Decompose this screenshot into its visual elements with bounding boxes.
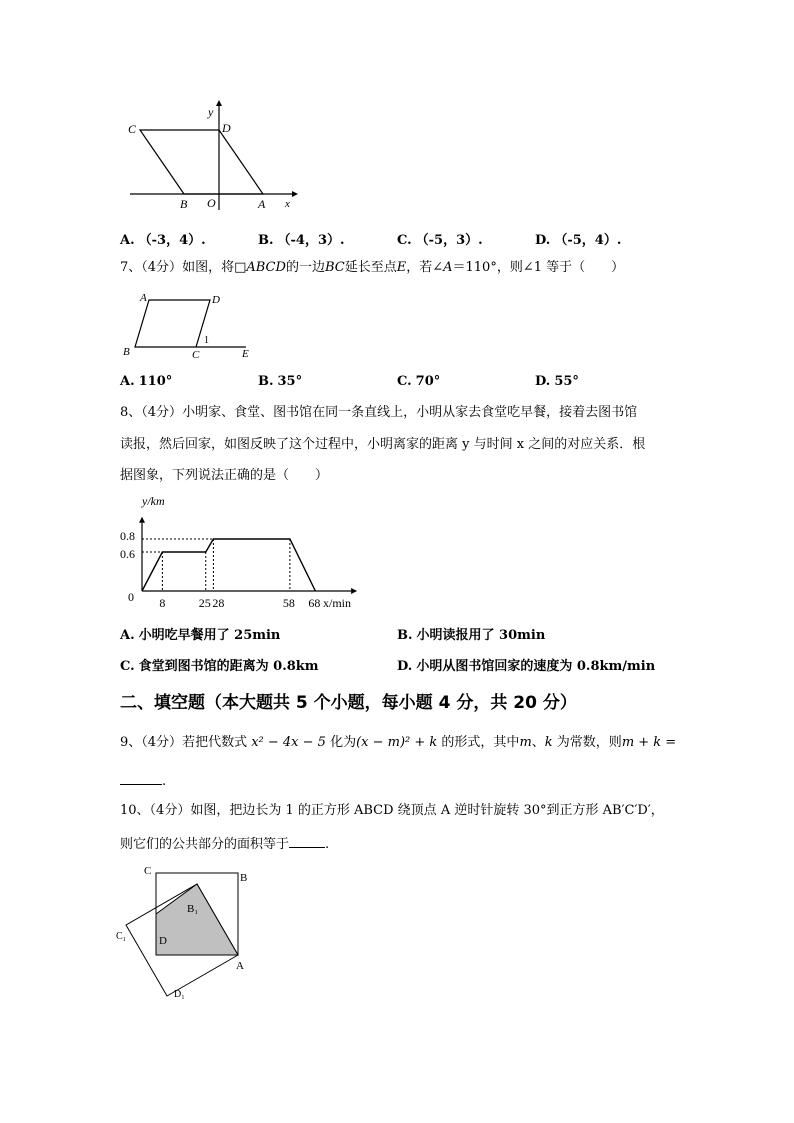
- fig10-label-B1: B₁: [187, 903, 199, 915]
- y-tick-label: 0.8: [120, 529, 135, 543]
- option-text: 70°: [415, 374, 441, 389]
- q10-number: 10、: [120, 803, 150, 818]
- q7-var: BC: [324, 260, 345, 275]
- q7-option-c: [397, 374, 440, 389]
- option-text: 110°: [138, 374, 173, 389]
- q9-var: m: [519, 735, 532, 750]
- fig7-label-1: 1: [204, 335, 209, 346]
- option-text: 小明从图书馆回家的速度为 0.8km/min: [416, 659, 656, 674]
- fig10-label-C: C: [144, 865, 152, 877]
- q8-option-c: [120, 655, 319, 674]
- q9-text: 化为: [325, 735, 357, 750]
- q7-var: ABCD: [246, 260, 286, 275]
- q6-option-c: [397, 229, 483, 248]
- option-text: （-3，4）.: [138, 233, 206, 248]
- q7-option-d: [535, 374, 579, 389]
- option-label: B.: [397, 628, 413, 643]
- q8-option-b: [397, 624, 545, 643]
- fig10-label-D: D: [159, 935, 167, 947]
- q7-score: （4分）: [141, 260, 183, 275]
- fig10-label-B: B: [240, 872, 248, 884]
- q6-option-b: [258, 229, 345, 248]
- q7-stem: [120, 259, 624, 277]
- section-2-title: 二、填空题（本大题共 5 个小题，每小题 4 分，共 20 分）: [120, 693, 577, 713]
- option-label: B.: [258, 374, 274, 389]
- y-tick-label: 0.6: [120, 547, 135, 561]
- q7-text: 如图，将: [182, 260, 235, 275]
- option-text: 小明吃早餐用了 25min: [138, 628, 281, 643]
- q7-text: ＝110°，则∠1 等于（ ）: [452, 260, 625, 275]
- option-text: （-5，4）.: [554, 233, 622, 248]
- q10-tail: .: [325, 837, 330, 852]
- q7-parallelogram-figure: [120, 290, 260, 360]
- fig6-label-B: B: [180, 197, 188, 211]
- q9-text: 、: [531, 735, 545, 750]
- q10-answer-blank[interactable]: [289, 833, 325, 848]
- q9-number: 9、: [120, 735, 142, 750]
- q9-expression: x² − 4x − 5: [251, 735, 326, 750]
- fig7-label-A: A: [140, 292, 147, 304]
- option-label: C.: [397, 233, 412, 248]
- fig6-label-y: y: [208, 105, 214, 119]
- option-label: B.: [258, 233, 274, 248]
- parallelogram-symbol: □: [234, 260, 247, 275]
- chart-y-axis-label: y/km: [142, 494, 165, 508]
- fig10-label-C1: C₁: [116, 931, 127, 942]
- q9-var: k: [544, 735, 553, 750]
- fig6-label-O: O: [207, 196, 216, 210]
- q9-stem: [120, 734, 676, 752]
- q10-rotated-squares-figure: [116, 860, 256, 1000]
- q8-stem-line-2: 读报，然后回家，如图反映了这个过程中，小明离家的距离 y 与时间 x 之间的对应关系．根: [120, 437, 646, 452]
- q9-expression: m + k =: [621, 735, 677, 750]
- q7-text: ，若∠: [406, 260, 444, 275]
- x-tick-label: 58: [282, 596, 295, 610]
- fig7-label-E: E: [242, 348, 249, 360]
- q9-score: （4分）: [141, 735, 183, 750]
- q8-score: （4分）: [141, 405, 183, 420]
- option-text: 55°: [554, 374, 579, 389]
- q8-number: 8、: [120, 405, 142, 420]
- x-tick-label: 68: [308, 596, 321, 610]
- option-text: 食堂到图书馆的距离为 0.8km: [138, 659, 319, 674]
- q9-text: 为常数，则: [552, 735, 622, 750]
- q10-stem-line-2: [120, 833, 329, 854]
- q10-stem-line-1: [120, 802, 664, 820]
- q8-stem-line-3: 据图象，下列说法正确的是（ ）: [120, 468, 329, 483]
- option-text: 小明读报用了 30min: [416, 628, 546, 643]
- q8-option-d: [397, 655, 655, 674]
- q6-option-d: [535, 229, 621, 248]
- chart-x-axis-label: x/min: [323, 596, 352, 610]
- q8-distance-time-chart: [118, 493, 368, 613]
- option-label: D.: [535, 233, 551, 248]
- option-text: （-5，3）.: [415, 233, 483, 248]
- q9-expression: (x − m)² + k: [356, 735, 438, 750]
- y-axis-arrow: [139, 517, 145, 523]
- option-text: 35°: [277, 374, 303, 389]
- q8-option-a: [120, 624, 280, 643]
- fig7-label-C: C: [192, 349, 200, 360]
- fig6-label-A: A: [258, 197, 266, 211]
- q7-option-a: [120, 374, 172, 389]
- q7-option-b: [258, 374, 302, 389]
- fig6-label-D: D: [222, 121, 231, 135]
- q9-text: 若把代数式: [182, 735, 252, 750]
- option-text: （-4，3）.: [277, 233, 345, 248]
- x-tick-label: 25: [198, 596, 211, 610]
- q9-answer-line: [120, 770, 166, 791]
- option-label: C.: [120, 659, 135, 674]
- x-tick-label: 28: [212, 596, 225, 610]
- option-label: D.: [397, 659, 413, 674]
- fig6-label-x: x: [285, 198, 290, 210]
- q9-answer-blank[interactable]: [120, 770, 162, 785]
- option-label: A.: [120, 233, 135, 248]
- option-label: A.: [120, 374, 135, 389]
- option-label: A.: [120, 628, 135, 643]
- fig7-label-B: B: [123, 346, 130, 358]
- fig10-label-D1: D₁: [174, 989, 185, 1000]
- q10-score: （4分）: [149, 803, 191, 818]
- q7-text: 的一边: [285, 260, 325, 275]
- chart-origin-label: 0: [128, 590, 134, 604]
- fig6-label-C: C: [128, 122, 137, 136]
- x-axis-arrow: [351, 588, 357, 594]
- option-label: C.: [397, 374, 412, 389]
- q9-tail: .: [162, 774, 167, 789]
- q8-stem-line-1: [120, 404, 637, 422]
- distance-time-line: [142, 539, 315, 591]
- q6-option-a: [120, 229, 206, 248]
- q9-text: 的形式，其中: [437, 735, 520, 750]
- q6-coordinate-figure: [120, 98, 300, 213]
- q7-var: A: [443, 260, 453, 275]
- q10-text: 则它们的公共部分的面积等于: [120, 837, 290, 852]
- q7-text: 延长至点: [344, 260, 397, 275]
- q7-var: E: [396, 260, 407, 275]
- fig7-label-D: D: [212, 294, 220, 306]
- option-label: D.: [535, 374, 551, 389]
- q8-text: 小明家、食堂、图书馆在同一条直线上，小明从家去食堂吃早餐，接着去图书馆: [182, 405, 638, 420]
- q10-text: 如图，把边长为 1 的正方形 ABCD 绕顶点 A 逆时针旋转 30°到正方形 AB′C′D′，: [190, 803, 664, 818]
- fig10-label-A: A: [236, 960, 244, 972]
- x-tick-label: 8: [159, 596, 166, 610]
- q7-number: 7、: [120, 260, 142, 275]
